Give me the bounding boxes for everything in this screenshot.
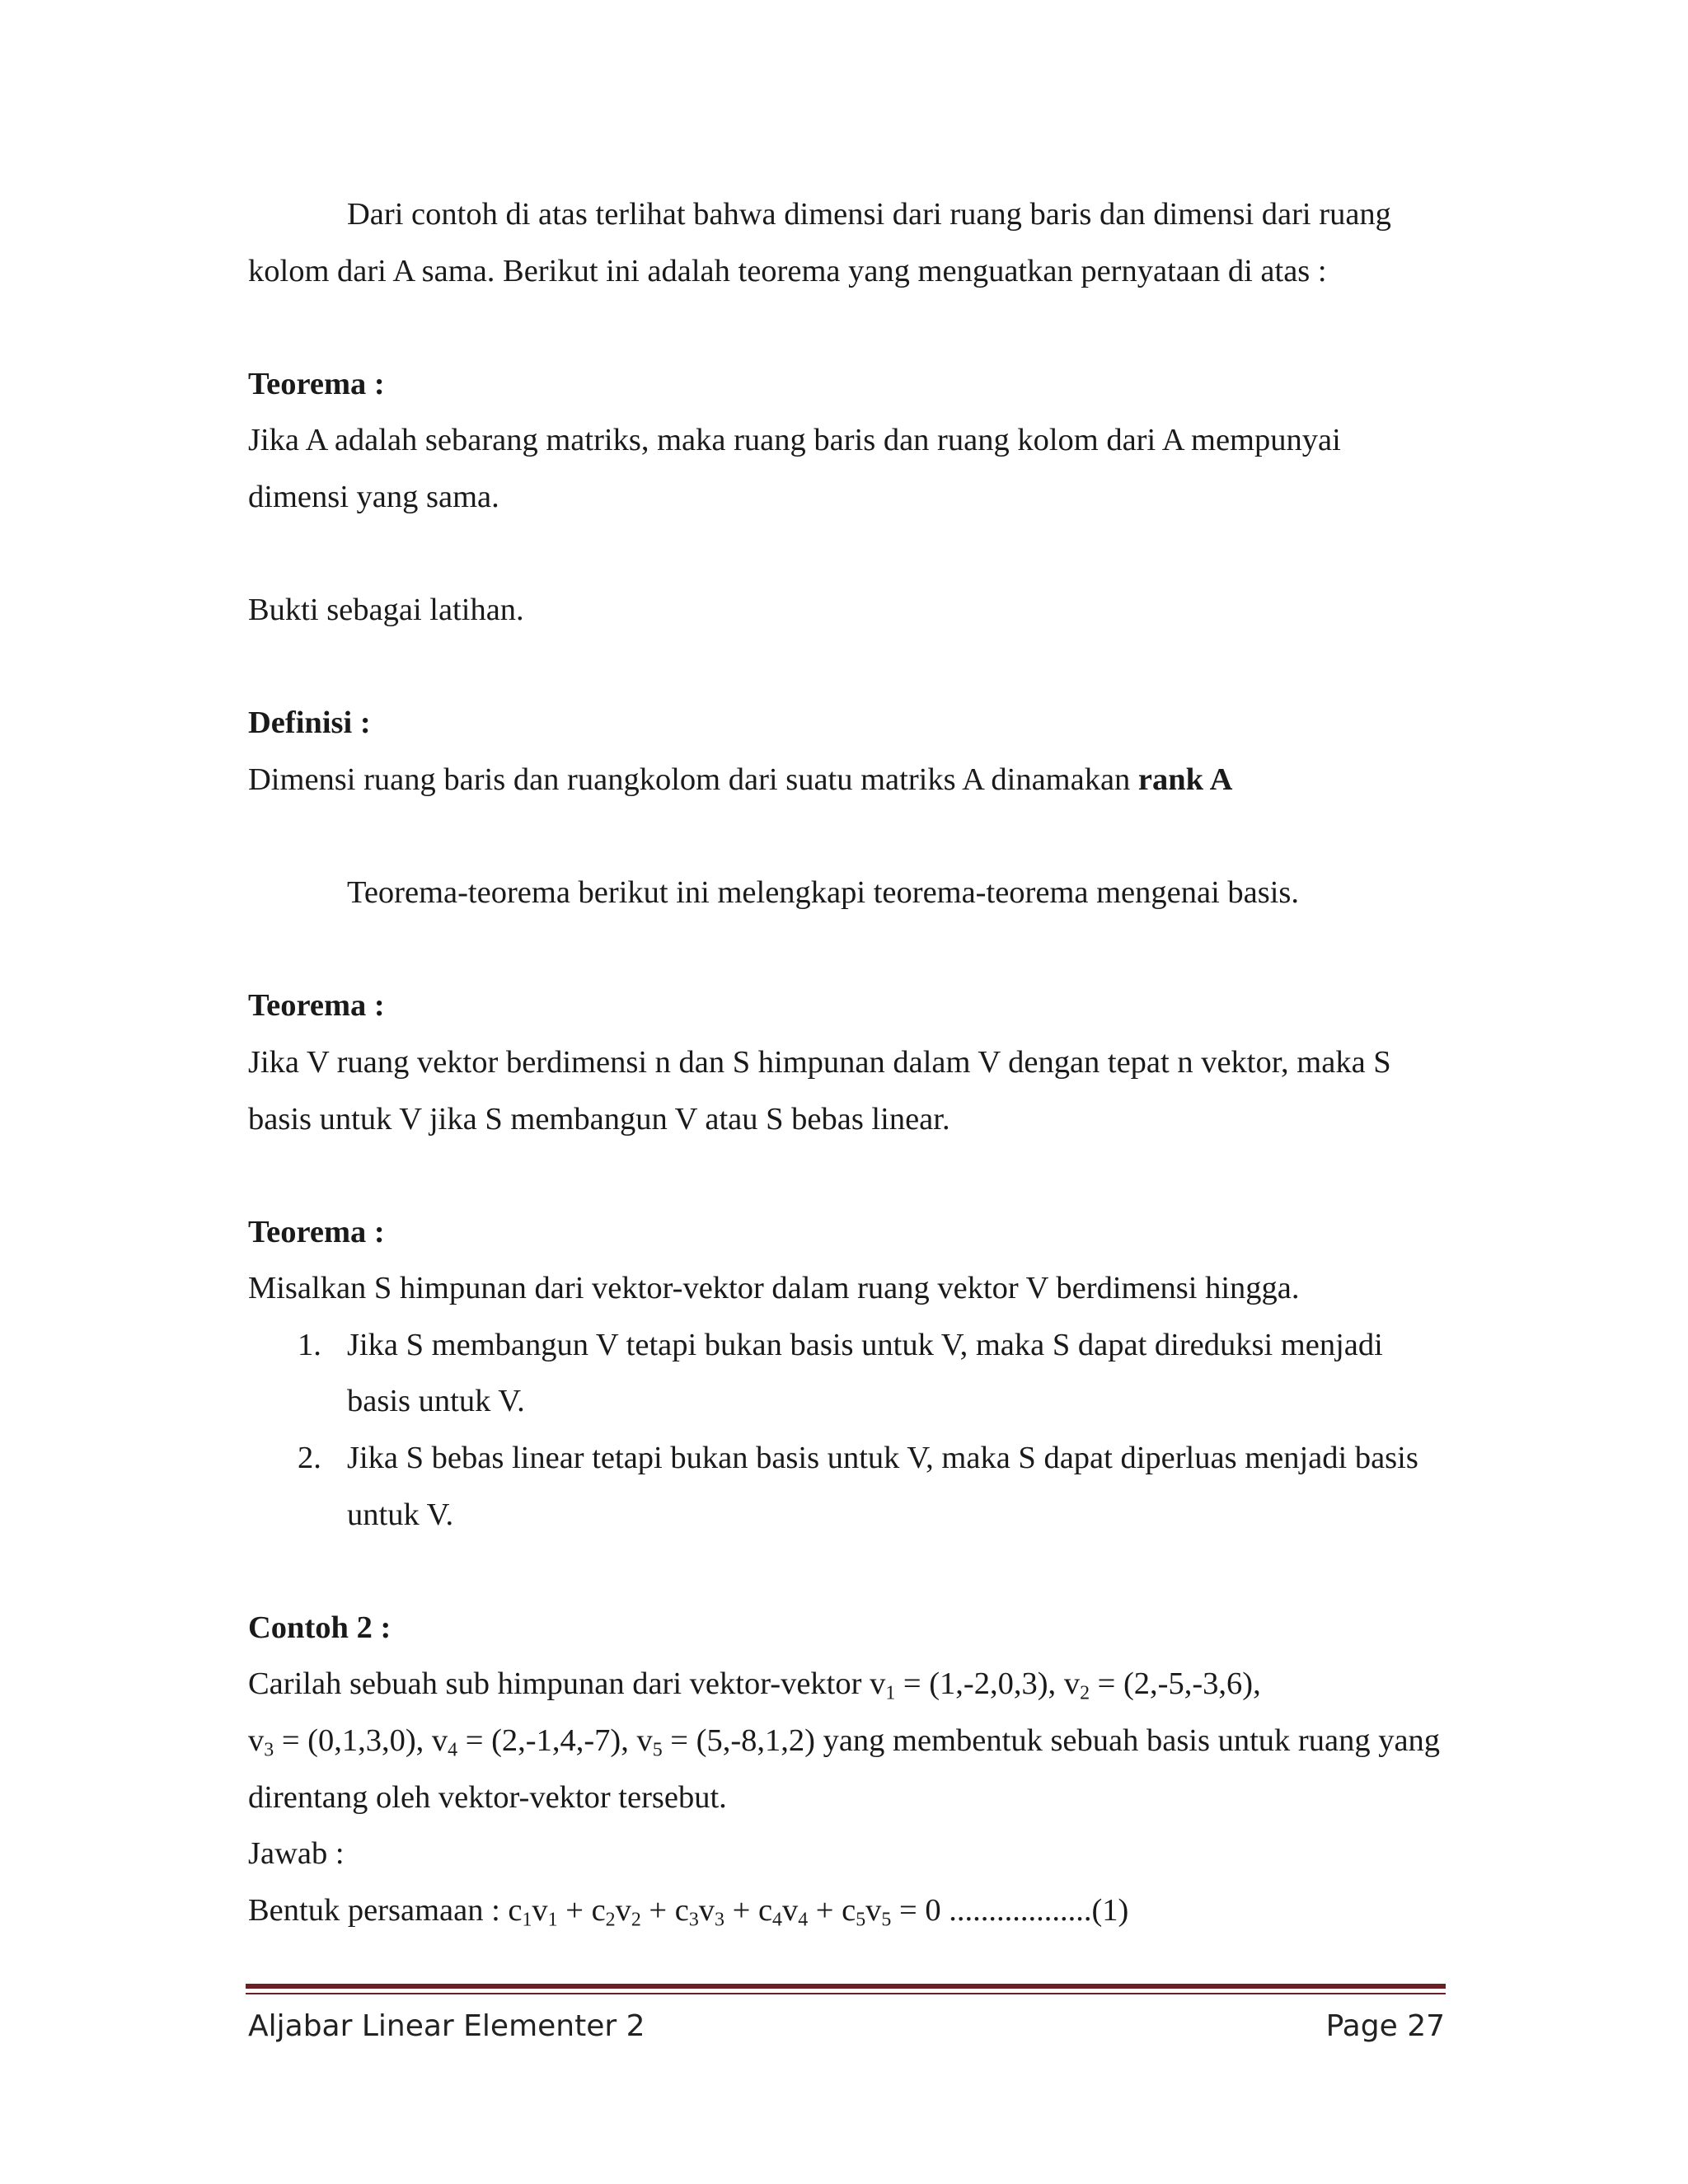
definition-term: rank A xyxy=(1137,762,1233,797)
theorem-1-text: Jika A adalah sebarang matriks, maka ruang baris dan ruang kolom dari A mempunyai dimensi yang sama. xyxy=(248,423,1341,514)
theorem-2-text: Jika V ruang vektor berdimensi n dan S himpunan dalam V dengan tepat n vektor, maka S basis untuk V jika S membangun V atau S bebas linear. xyxy=(248,1044,1391,1137)
page-number: Page 27 xyxy=(1325,2008,1445,2043)
equation-line: Bentuk persamaan : $c_1v_1 + c_2v_2 + c_3v_3 + c_4v_4 + c_5v_5 = 0$ ..................(1) xyxy=(248,1892,1129,1931)
footer-rule xyxy=(246,1984,1446,1989)
bridge-paragraph: Teorema-teorema berikut ini melengkapi teorema-teorema mengenai basis. xyxy=(347,875,1300,911)
theorem-3-list xyxy=(248,1317,1445,1543)
list-item xyxy=(248,1317,1445,1430)
example-heading: Contoh 2 : xyxy=(248,1610,392,1645)
theorem-2-heading: Teorema : xyxy=(248,988,385,1024)
theorem-1-heading: Teorema : xyxy=(248,366,385,401)
list-item-text: Jika S membangun V tetapi bukan basis untuk V, maka S dapat direduksi menjadi basis untuk V. xyxy=(347,1327,1383,1419)
footer-title: Aljabar Linear Elementer 2 xyxy=(248,2008,645,2043)
list-item-number: 1. xyxy=(298,1327,321,1362)
theorem-3-text: Misalkan S himpunan dari vektor-vektor dalam ruang vektor V berdimensi hingga. xyxy=(248,1271,1300,1306)
list-item xyxy=(248,1430,1445,1543)
answer-label: Jawab : xyxy=(248,1836,345,1872)
theorem-3-heading: Teorema : xyxy=(248,1214,385,1249)
page-footer xyxy=(248,2001,1445,2050)
proof-note: Bukti sebagai latihan. xyxy=(248,593,524,628)
example-problem: Carilah sebuah sub himpunan dari vektor-vektor $v_1 = (1,-2,0,3)$, $v_2 = (2,-5,-3,6)$, $v_3 = (0,1,3,0)$, $v_4 = (2,-1,4,-7)$, $v_5 = (5,-8,1,2)$ yang membentuk sebuah basis untuk ruang yang direntang oleh vektor-vektor tersebut. xyxy=(248,1666,1441,1815)
definition-heading: Definisi : xyxy=(248,705,371,741)
list-item-text: Jika S bebas linear tetapi bukan basis untuk V, maka S dapat diperluas menjadi basis untuk V. xyxy=(347,1441,1418,1532)
intro-paragraph: Dari contoh di atas terlihat bahwa dimensi dari ruang baris dan dimensi dari ruang kolom dari A sama. Berikut ini adalah teorema yang menguatkan pernyataan di atas : xyxy=(248,197,1391,288)
definition-text: Dimensi ruang baris dan ruangkolom dari suatu matriks A dinamakan xyxy=(248,762,1138,797)
definition-paragraph xyxy=(248,752,1445,808)
footer-rule-thin xyxy=(246,1993,1446,1994)
page-content xyxy=(248,186,1445,1938)
list-item-number: 2. xyxy=(298,1441,321,1476)
